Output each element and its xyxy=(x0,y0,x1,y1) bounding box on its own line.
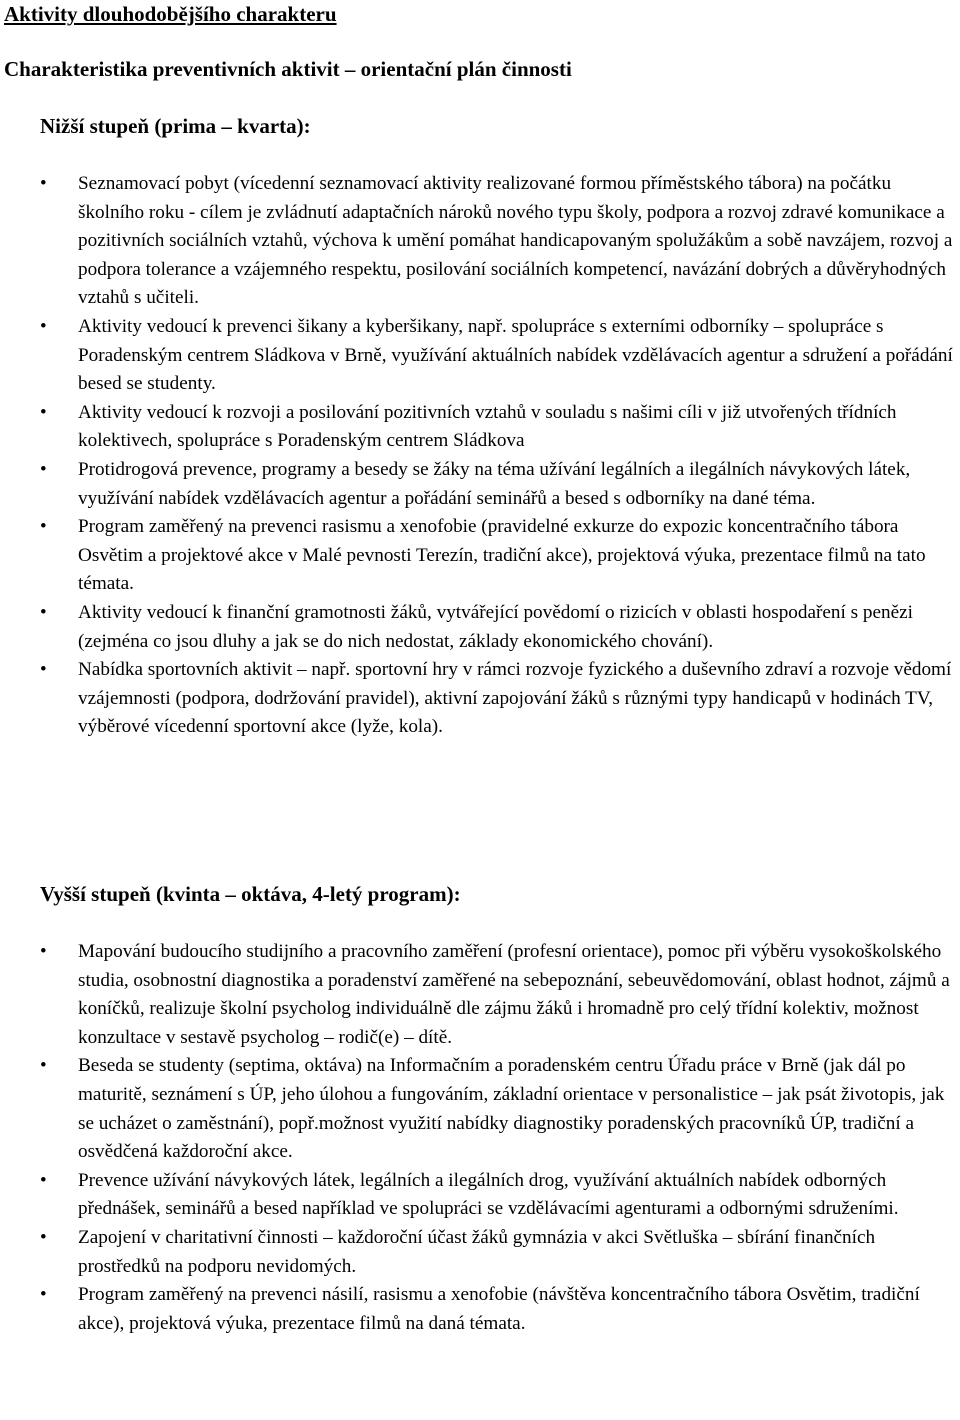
list-item-text: Prevence užívání návykových látek, legálních a ilegálních drog, využívání aktuálních nabídek odborných přednášek, seminářů a besed například ve spolupráci se vzdělávacími agenturami a odbornými sdruženími. xyxy=(78,1169,899,1220)
bullet-list-lower xyxy=(0,170,960,742)
list-item xyxy=(0,170,960,313)
list-item xyxy=(0,938,960,1052)
list-item-text: Protidrogová prevence, programy a besedy se žáky na téma užívání legálních a ilegálních návykových látek, využívání nabídek vzdělávacích agentur a pořádání seminářů a besed s odborníky na dané téma. xyxy=(78,458,911,509)
list-item xyxy=(0,1281,960,1338)
list-item-text: Nabídka sportovních aktivit – např. sportovní hry v rámci rozvoje fyzického a duševního zdraví a rozvoje vědomí vzájemnosti (podpora, dodržování pravidel), aktivní zapojování žáků s různými typy handicapů v hodinách TV, výběrové vícedenní sportovní akce (lyže, kola). xyxy=(78,659,952,738)
bullet-icon: • xyxy=(40,941,47,962)
list-item-text: Program zaměřený na prevenci násilí, rasismu a xenofobie (návštěva koncentračního tábora Osvětim, tradiční akce), projektová výuka, prezentace filmů na daná témata. xyxy=(78,1284,920,1334)
bullet-icon: • xyxy=(40,458,47,480)
list-item xyxy=(0,1224,960,1281)
bullet-icon: • xyxy=(40,1226,47,1248)
list-item xyxy=(0,599,960,656)
list-item-text: Beseda se studenty (septima, oktáva) na Informačním a poradenském centru Úřadu práce v Brně (jak dál po maturitě, seznámení s ÚP, jeho úlohou a fungováním, základní orientace v personalistice – jak psát životopis, jak se ucházet o zaměstnání), popř.možnost využití nabídky diagnostiky poradenských pracovníků ÚP, tradiční a osvědčená každoroční akce. xyxy=(78,1055,945,1163)
list-item xyxy=(0,399,960,456)
bullet-icon: • xyxy=(40,601,47,623)
list-item-text: Mapování budoucího studijního a pracovního zaměření (profesní orientace), pomoc při výběru vysokoškolského studia, osobnostní diagnostika a poradenství zaměřené na sebepoznání, sebeuvědomování, oblast hodnot, zájmů a koníčků, realizuje školní psycholog individuálně dle zájmu žáků i hromadně pro celý třídní kolektiv, možnost konzultace v sestavě psycholog – rodič(e) – dítě. xyxy=(78,941,950,1048)
bullet-icon: • xyxy=(40,401,47,423)
list-item xyxy=(0,456,960,513)
list-item xyxy=(0,513,960,599)
list-item-text: Program zaměřený na prevenci rasismu a xenofobie (pravidelné exkurze do expozic koncentračního tábora Osvětim a projektové akce v Malé pevnosti Terezín, tradiční akce), projektová výuka, prezentace filmů na tato témata. xyxy=(78,516,926,595)
list-item xyxy=(0,1167,960,1224)
bullet-icon: • xyxy=(40,659,47,681)
list-item-text: Aktivity vedoucí k finanční gramotnosti žáků, vytvářející povědomí o rizicích v oblasti hospodaření s penězi (zejména co jsou dluhy a jak se do nich nedostat, základy ekonomického chování). xyxy=(78,601,913,652)
list-item-text: Seznamovací pobyt (vícedenní seznamovací aktivity realizované formou příměstského tábora) na počátku školního roku - cílem je zvládnutí adaptačních nároků nového typu školy, podpora a rozvoj zdravé komunikace a pozitivních sociálních vztahů, výchova k umění pomáhat handicapovaným spolužákům a sobě navzájem, rozvoj a podpora tolerance a vzájemného respektu, posilování sociálních kompetencí, navázání dobrých a důvěryhodných vztahů s učiteli. xyxy=(78,173,953,309)
bullet-icon: • xyxy=(40,1055,47,1077)
list-item xyxy=(0,1052,960,1166)
section-heading-upper: Vyšší stupeň (kvinta – oktáva, 4-letý program): xyxy=(40,882,461,906)
list-item-text: Aktivity vedoucí k prevenci šikany a kyberšikany, např. spolupráce s externími odborníky – spolupráce s Poradenským centrem Sládkova v Brně, využívání aktuálních nabídek vzdělávacích agentur a sdružení a pořádání besed se studenty. xyxy=(78,315,953,395)
list-item xyxy=(0,656,960,742)
document-title: Aktivity dlouhodobějšího charakteru xyxy=(4,2,337,26)
bullet-icon: • xyxy=(40,173,47,194)
list-item xyxy=(0,313,960,399)
list-item-text: Zapojení v charitativní činnosti – každoroční účast žáků gymnázia v akci Světluška – sbírání finančních prostředků na podporu nevidomých. xyxy=(78,1226,876,1277)
list-item-text: Aktivity vedoucí k rozvoji a posilování pozitivních vztahů v souladu s našimi cíli v již utvořených třídních kolektivech, spolupráce s Poradenským centrem Sládkova xyxy=(78,401,897,452)
bullet-icon: • xyxy=(40,315,47,337)
section-heading-lower: Nižší stupeň (prima – kvarta): xyxy=(40,114,311,138)
bullet-icon: • xyxy=(40,1169,47,1191)
bullet-list-upper xyxy=(0,938,960,1338)
document-subtitle: Charakteristika preventivních aktivit – orientační plán činnosti xyxy=(4,57,572,81)
bullet-icon: • xyxy=(40,1284,47,1306)
bullet-icon: • xyxy=(40,516,47,538)
